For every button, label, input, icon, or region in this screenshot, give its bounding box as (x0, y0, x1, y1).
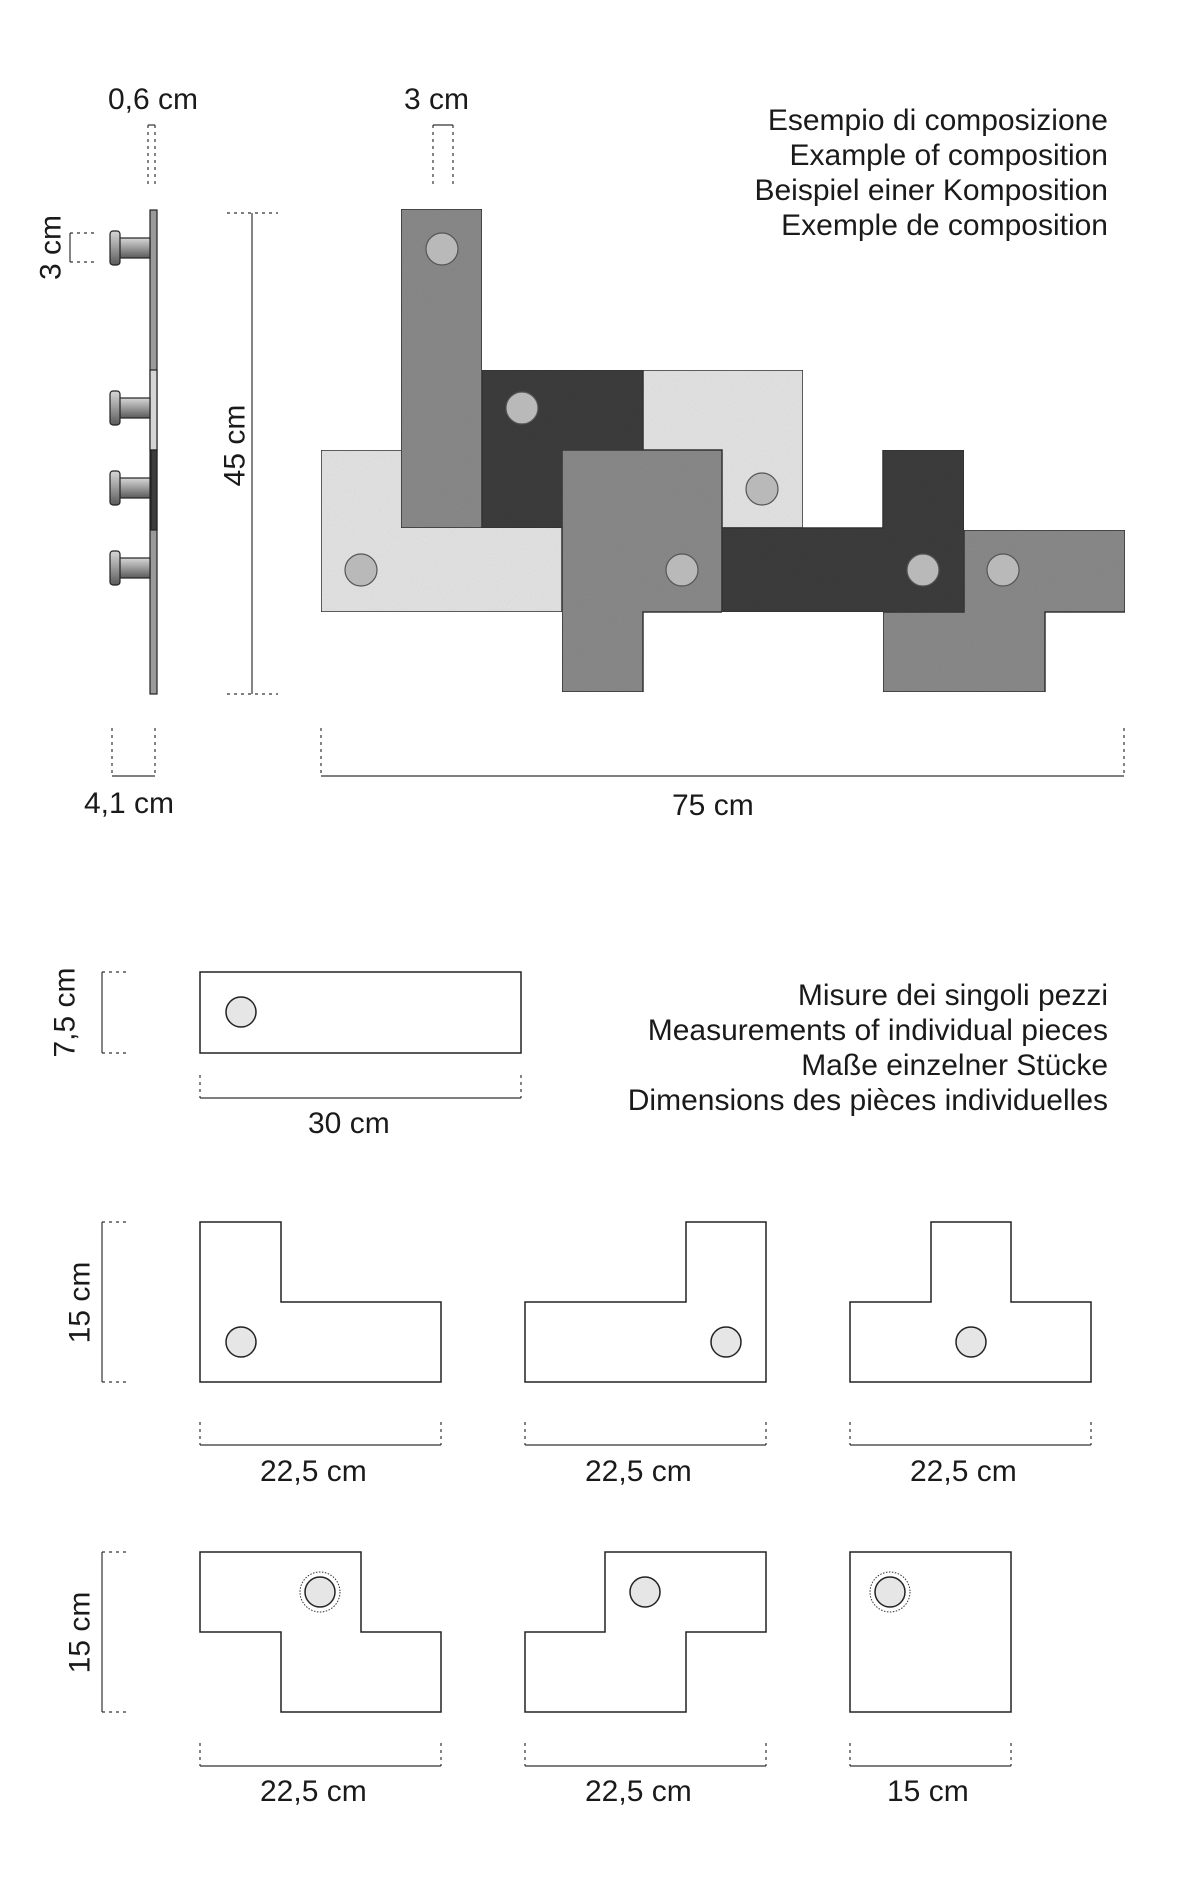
peg-width-label: 3 cm (404, 83, 470, 116)
measurements-title-de: Maße einzelner Stücke (801, 1049, 1108, 1082)
piece-z (200, 1552, 441, 1712)
peg-cap (506, 392, 538, 424)
peg-cap (666, 554, 698, 586)
piece-t (850, 1222, 1091, 1382)
total-width-label: 75 cm (672, 789, 754, 822)
composition-title-en: Example of composition (789, 139, 1108, 172)
peg-cap (345, 554, 377, 586)
row1-width-1: 22,5 cm (260, 1455, 367, 1488)
side-view (70, 125, 157, 776)
composition-title-de: Beispiel einer Komposition (754, 174, 1108, 207)
peg-hole (711, 1327, 741, 1357)
peg-cap (987, 554, 1019, 586)
peg-width-dimension (433, 125, 453, 185)
row2-width-3: 15 cm (887, 1775, 969, 1808)
peg-cap (907, 554, 939, 586)
composition-title-it: Esempio di composizione (767, 104, 1108, 137)
peg-hole (630, 1577, 660, 1607)
composition-title (754, 103, 1108, 243)
peg-hole (226, 1327, 256, 1357)
peg-spacing-dimension (70, 233, 95, 262)
peg (110, 391, 150, 425)
thickness-label: 0,6 cm (108, 83, 199, 116)
peg-hole-logo (875, 1577, 905, 1607)
measurements-title (628, 978, 1108, 1118)
height-label: 45 cm (218, 404, 252, 487)
depth-dimension (112, 728, 155, 776)
piece-l-left (200, 1222, 441, 1382)
side-pegs (110, 231, 150, 585)
peg (110, 471, 150, 505)
row1-width-2: 22,5 cm (585, 1455, 692, 1488)
total-width-dimension (321, 728, 1124, 776)
piece-square (850, 1552, 1011, 1712)
measurements-title-en: Measurements of individual pieces (647, 1014, 1108, 1047)
peg-cap (746, 473, 778, 505)
peg (110, 231, 150, 265)
bar-width-label: 30 cm (308, 1107, 390, 1140)
composition (321, 209, 1125, 692)
depth-label: 4,1 cm (84, 787, 175, 820)
bar-height-label: 7,5 cm (48, 967, 82, 1058)
peg-hole-logo (305, 1577, 335, 1607)
measurements-title-it: Misure dei singoli pezzi (797, 979, 1108, 1012)
piece-l-right (525, 1222, 766, 1382)
peg-spacing-label: 3 cm (34, 215, 68, 281)
row1-width-3: 22,5 cm (910, 1455, 1017, 1488)
row2-width-2: 22,5 cm (585, 1775, 692, 1808)
peg-hole (226, 997, 256, 1027)
peg-hole (956, 1327, 986, 1357)
row2-height-label: 15 cm (63, 1591, 97, 1674)
measurements-title-fr: Dimensions des pièces individuelles (627, 1084, 1108, 1117)
piece-s (525, 1552, 766, 1712)
peg (110, 551, 150, 585)
row2-width-1: 22,5 cm (260, 1775, 367, 1808)
composition-title-fr: Exemple de composition (781, 209, 1108, 242)
row1-height-label: 15 cm (63, 1261, 97, 1344)
thickness-dimension (148, 125, 155, 185)
peg-cap (426, 233, 458, 265)
